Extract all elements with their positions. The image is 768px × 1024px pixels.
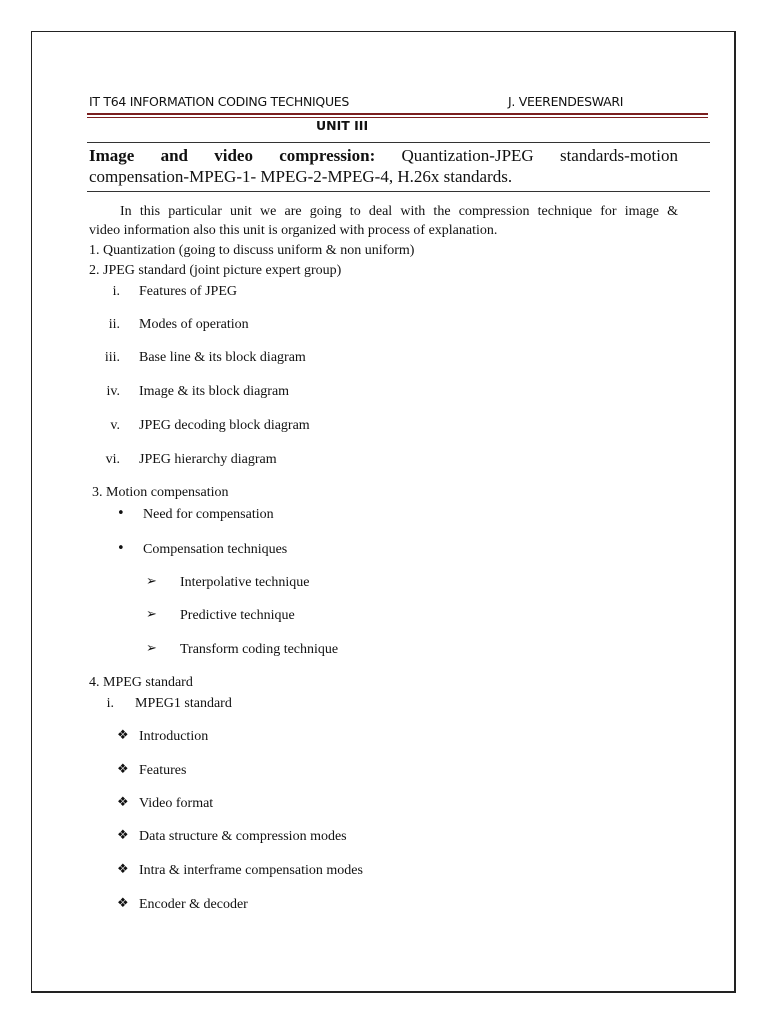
list-marker: ii. (108, 317, 120, 332)
list-item: JPEG hierarchy diagram (139, 452, 277, 467)
bullet-icon: • (117, 541, 125, 556)
list-item: Encoder & decoder (139, 897, 248, 912)
list-item: Introduction (139, 729, 209, 744)
list-item: MPEG1 standard (135, 696, 232, 711)
diamond-icon: ❖ (117, 828, 129, 843)
list-item: Modes of operation (139, 317, 249, 332)
unit-title: UNIT III (316, 118, 369, 133)
header-rule-thin (87, 117, 708, 118)
arrow-icon: ➢ (146, 607, 157, 622)
list-item: Features of JPEG (139, 284, 237, 299)
diamond-icon: ❖ (117, 728, 129, 743)
diamond-icon: ❖ (117, 795, 129, 810)
arrow-icon: ➢ (146, 574, 157, 589)
list-item: Transform coding technique (180, 642, 339, 657)
list-item: Features (139, 763, 187, 778)
arrow-icon: ➢ (146, 641, 157, 656)
title-rule-bottom (87, 191, 710, 192)
list-item: Image & its block diagram (139, 384, 290, 399)
list-item: JPEG decoding block diagram (139, 418, 310, 433)
list-item: Need for compensation (143, 507, 274, 522)
section-4-label: 4. MPEG standard (89, 675, 193, 690)
section-1-label: 1. Quantization (going to discuss uniform & non uniform) (89, 243, 415, 258)
list-marker: vi. (105, 452, 120, 467)
topic-line-1 (89, 146, 678, 166)
section-2-label: 2. JPEG standard (joint picture expert group) (89, 263, 342, 278)
list-item: Intra & interframe compensation modes (139, 863, 363, 878)
topic-line-1-rest: Quantization-JPEG standards-motion (401, 146, 678, 165)
diamond-icon: ❖ (117, 896, 129, 911)
topic-line-2: compensation-MPEG-1- MPEG-2-MPEG-4, H.26x standards. (89, 167, 513, 186)
list-item: Data structure & compression modes (139, 829, 347, 844)
title-rule-top (87, 142, 710, 143)
list-marker: v. (110, 418, 120, 433)
list-marker: iv. (106, 384, 120, 399)
header-course: IT T64 INFORMATION CODING TECHNIQUES (89, 94, 350, 109)
intro-line-1: In this particular unit we are going to deal with the compression technique for image & (120, 204, 678, 219)
intro-line-2: video information also this unit is organized with process of explanation. (89, 223, 498, 238)
list-marker: i. (106, 696, 114, 711)
topic-heading: Image and video compression: (89, 146, 376, 165)
list-item: Base line & its block diagram (139, 350, 306, 365)
list-item: Video format (139, 796, 214, 811)
header-author: J. VEERENDESWARI (508, 94, 624, 109)
list-item: Compensation techniques (143, 542, 288, 557)
list-marker: iii. (104, 350, 120, 365)
bullet-icon: • (117, 506, 125, 521)
header-rule-thick (87, 113, 708, 115)
section-3-label: 3. Motion compensation (92, 485, 229, 500)
diamond-icon: ❖ (117, 762, 129, 777)
list-item: Predictive technique (180, 608, 295, 623)
list-marker: i. (112, 284, 120, 299)
list-item: Interpolative technique (180, 575, 310, 590)
diamond-icon: ❖ (117, 862, 129, 877)
